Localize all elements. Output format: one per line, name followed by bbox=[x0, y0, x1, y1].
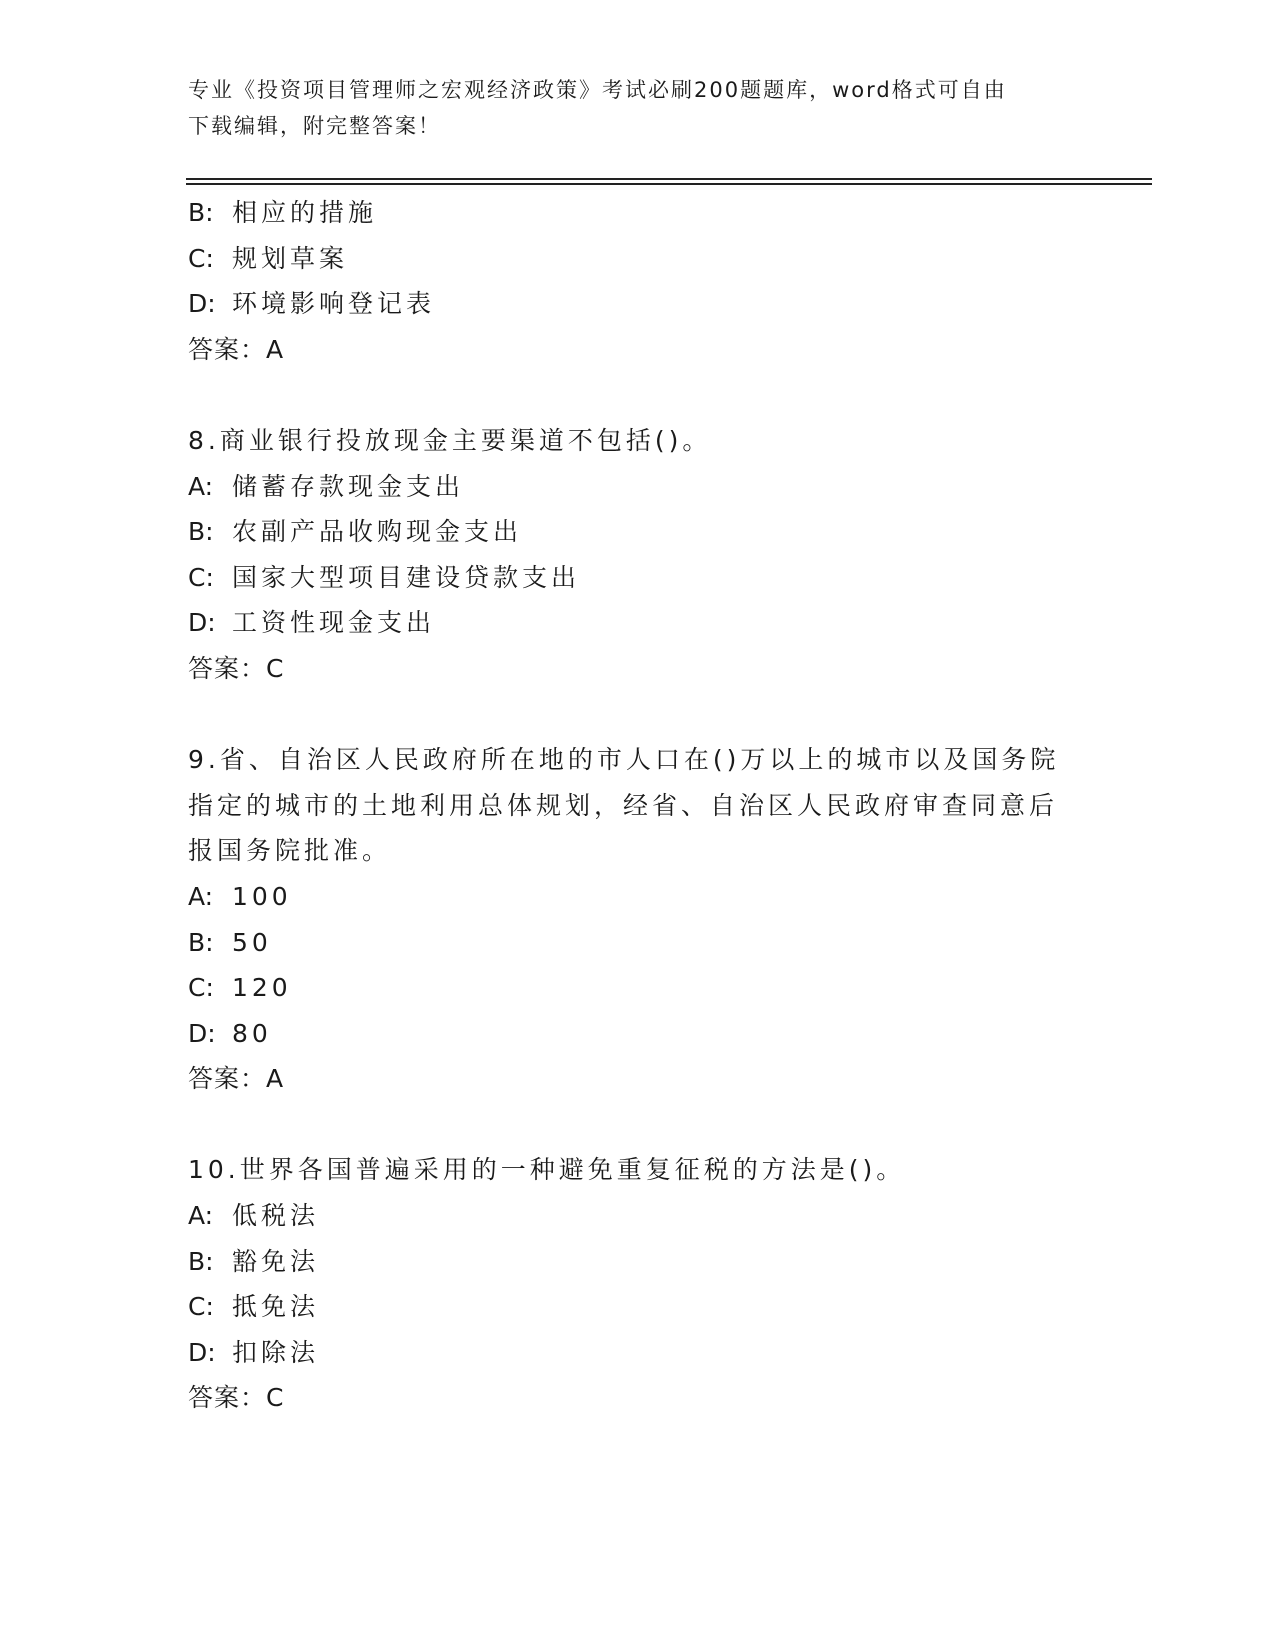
option-text: 相应的措施 bbox=[232, 198, 378, 227]
question-8 bbox=[188, 418, 1088, 692]
option-d bbox=[188, 1330, 1088, 1376]
option-text: 国家大型项目建设贷款支出 bbox=[232, 562, 581, 592]
option-text: 120 bbox=[232, 973, 292, 1003]
option-a bbox=[188, 1193, 1088, 1239]
option-label: D: bbox=[188, 1337, 216, 1367]
header-line-2: 下载编辑，附完整答案！ bbox=[188, 114, 441, 138]
option-text: 50 bbox=[232, 927, 272, 957]
option-text: 工资性现金支出 bbox=[232, 608, 436, 638]
option-text: 规划草案 bbox=[232, 243, 349, 273]
option-label: B: bbox=[188, 198, 214, 227]
option-text: 农副产品收购现金支出 bbox=[232, 517, 523, 547]
stem-line: 指定的城市的土地利用总体规划，经省、自治区人民政府审查同意后 bbox=[188, 790, 1059, 820]
stem-line: 8.商业银行投放现金主要渠道不包括()。 bbox=[188, 425, 712, 455]
stem-line: 9.省、自治区人民政府所在地的市人口在()万以上的城市以及国务院 bbox=[188, 745, 1060, 775]
question-list bbox=[188, 190, 1088, 1421]
answer-line: 答案：A bbox=[188, 334, 285, 364]
header-divider-top bbox=[186, 178, 1152, 180]
header-line-1: 专业《投资项目管理师之宏观经济政策》考试必刷200题题库，word格式可自由 bbox=[188, 78, 1007, 102]
option-label: C: bbox=[188, 1292, 214, 1322]
question-9 bbox=[188, 737, 1088, 1102]
document-header bbox=[188, 72, 1068, 144]
option-b bbox=[188, 509, 1088, 555]
option-a bbox=[188, 874, 1088, 920]
answer-line: 答案：C bbox=[188, 1383, 285, 1413]
option-label: C: bbox=[188, 973, 214, 1003]
option-label: A: bbox=[188, 1201, 214, 1231]
option-text: 豁免法 bbox=[232, 1246, 320, 1276]
option-b bbox=[188, 190, 1088, 236]
option-c bbox=[188, 965, 1088, 1011]
stem-line: 10.世界各国普遍采用的一种避免重复征税的方法是()。 bbox=[188, 1155, 906, 1185]
option-b bbox=[188, 920, 1088, 966]
option-text: 低税法 bbox=[232, 1201, 320, 1231]
spacer bbox=[188, 692, 1088, 738]
option-text: 储蓄存款现金支出 bbox=[232, 471, 465, 501]
option-c bbox=[188, 236, 1088, 282]
option-d bbox=[188, 281, 1088, 327]
option-label: B: bbox=[188, 517, 214, 547]
continued-question bbox=[188, 190, 1088, 372]
question-10 bbox=[188, 1147, 1088, 1421]
header-divider-bottom bbox=[186, 183, 1152, 185]
stem-line: 报国务院批准。 bbox=[188, 836, 392, 866]
option-label: A: bbox=[188, 881, 214, 911]
spacer bbox=[188, 372, 1088, 418]
option-b bbox=[188, 1239, 1088, 1285]
option-text: 100 bbox=[232, 881, 292, 911]
spacer bbox=[188, 1102, 1088, 1148]
option-label: D: bbox=[188, 289, 216, 319]
option-label: C: bbox=[188, 243, 214, 273]
question-stem bbox=[188, 418, 1088, 464]
option-label: B: bbox=[188, 1246, 214, 1276]
question-stem bbox=[188, 1147, 1088, 1193]
question-stem bbox=[188, 737, 1088, 874]
answer-line: 答案：C bbox=[188, 653, 285, 683]
option-a bbox=[188, 464, 1088, 510]
option-c bbox=[188, 555, 1088, 601]
option-text: 扣除法 bbox=[232, 1337, 320, 1367]
option-label: C: bbox=[188, 562, 214, 592]
option-label: D: bbox=[188, 608, 216, 638]
option-text: 抵免法 bbox=[232, 1292, 320, 1322]
option-label: D: bbox=[188, 1018, 216, 1048]
option-label: A: bbox=[188, 471, 214, 501]
option-c bbox=[188, 1284, 1088, 1330]
option-d bbox=[188, 600, 1088, 646]
option-text: 80 bbox=[232, 1018, 272, 1048]
option-text: 环境影响登记表 bbox=[232, 289, 436, 319]
answer-line: 答案：A bbox=[188, 1064, 285, 1094]
option-label: B: bbox=[188, 927, 214, 957]
option-d bbox=[188, 1011, 1088, 1057]
